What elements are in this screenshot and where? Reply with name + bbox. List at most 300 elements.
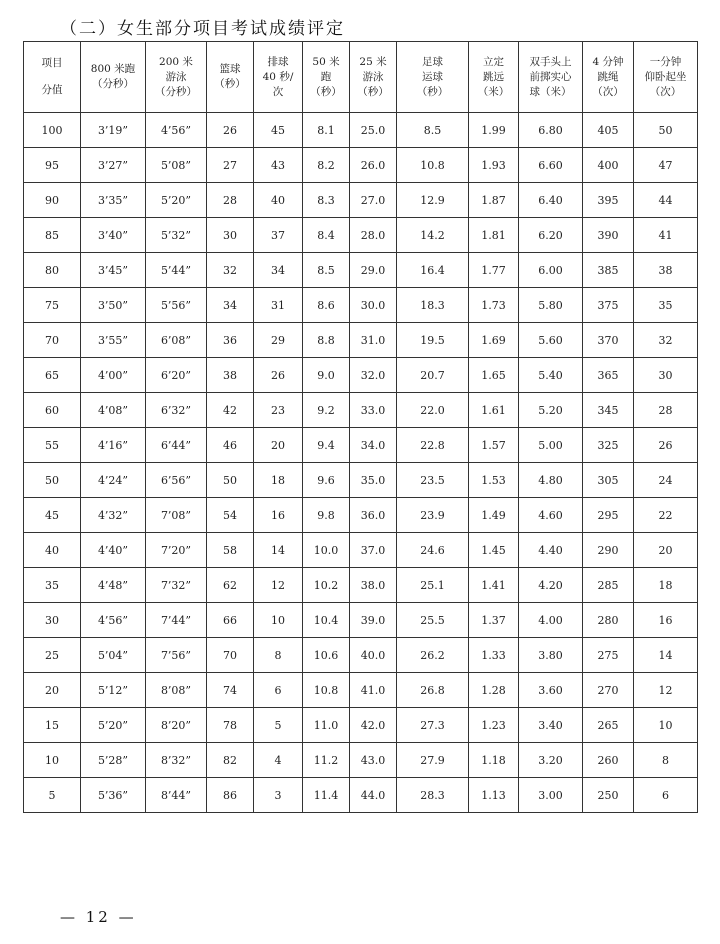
table-cell: 74: [207, 673, 254, 708]
table-cell: 5’12”: [81, 673, 146, 708]
table-cell: 1.41: [469, 568, 519, 603]
table-cell: 86: [207, 778, 254, 813]
table-cell: 30: [207, 218, 254, 253]
table-cell: 7’32”: [146, 568, 207, 603]
table-cell: 23: [254, 393, 303, 428]
table-cell: 38: [634, 253, 698, 288]
table-cell: 1.53: [469, 463, 519, 498]
table-cell: 65: [24, 358, 81, 393]
table-cell: 16: [634, 603, 698, 638]
table-cell: 265: [583, 708, 634, 743]
table-cell: 3’27”: [81, 148, 146, 183]
table-cell: 22: [634, 498, 698, 533]
table-cell: 47: [634, 148, 698, 183]
table-cell: 9.2: [303, 393, 350, 428]
table-cell: 10.8: [303, 673, 350, 708]
column-header: [469, 42, 519, 113]
table-cell: 1.57: [469, 428, 519, 463]
table-cell: 34: [207, 288, 254, 323]
table-cell: 43: [254, 148, 303, 183]
table-cell: 24: [634, 463, 698, 498]
table-cell: 5: [254, 708, 303, 743]
table-cell: 28.3: [397, 778, 469, 813]
table-row: [24, 218, 698, 253]
table-cell: 8’20”: [146, 708, 207, 743]
table-cell: 25.0: [350, 113, 397, 148]
table-cell: 35.0: [350, 463, 397, 498]
table-cell: 95: [24, 148, 81, 183]
table-cell: 370: [583, 323, 634, 358]
table-cell: 32: [207, 253, 254, 288]
table-cell: 34: [254, 253, 303, 288]
table-cell: 10.0: [303, 533, 350, 568]
table-cell: 24.6: [397, 533, 469, 568]
table-cell: 260: [583, 743, 634, 778]
column-header-line: 跑: [320, 70, 332, 83]
table-cell: 5’20”: [81, 708, 146, 743]
table-cell: 34.0: [350, 428, 397, 463]
table-cell: 1.49: [469, 498, 519, 533]
table-cell: 30.0: [350, 288, 397, 323]
column-header-line: 仰卧起坐: [644, 70, 687, 83]
table-cell: 38.0: [350, 568, 397, 603]
table-cell: 25: [24, 638, 81, 673]
table-cell: 4.00: [519, 603, 583, 638]
table-cell: 41: [634, 218, 698, 253]
table-cell: 1.93: [469, 148, 519, 183]
table-cell: 30: [634, 358, 698, 393]
table-cell: 250: [583, 778, 634, 813]
table-cell: 31: [254, 288, 303, 323]
table-cell: 70: [24, 323, 81, 358]
table-cell: 26: [254, 358, 303, 393]
table-cell: 5’56”: [146, 288, 207, 323]
table-cell: 4’24”: [81, 463, 146, 498]
table-cell: 3.40: [519, 708, 583, 743]
table-row: [24, 498, 698, 533]
column-header-line: （次）: [592, 85, 624, 98]
table-cell: 5’04”: [81, 638, 146, 673]
column-header-line: （分秒）: [155, 85, 197, 98]
table-cell: 7’20”: [146, 533, 207, 568]
table-cell: 30: [24, 603, 81, 638]
table-cell: 1.69: [469, 323, 519, 358]
table-cell: 16: [254, 498, 303, 533]
table-cell: 40: [24, 533, 81, 568]
table-cell: 5: [24, 778, 81, 813]
column-header: [146, 42, 207, 113]
table-cell: 15: [24, 708, 81, 743]
table-cell: 26: [634, 428, 698, 463]
column-header-line: 前掷实心: [529, 70, 572, 83]
table-cell: 5.40: [519, 358, 583, 393]
column-header-line: 立定: [483, 55, 504, 68]
table-cell: 4.60: [519, 498, 583, 533]
table-cell: 4’56”: [146, 113, 207, 148]
table-cell: 26.8: [397, 673, 469, 708]
table-cell: 8: [634, 743, 698, 778]
table-cell: 66: [207, 603, 254, 638]
table-cell: 44.0: [350, 778, 397, 813]
table-cell: 6’20”: [146, 358, 207, 393]
table-cell: 14: [634, 638, 698, 673]
column-header-line: 游泳: [362, 70, 384, 83]
column-header-line: （秒）: [416, 85, 449, 98]
table-cell: 1.37: [469, 603, 519, 638]
table-cell: 42.0: [350, 708, 397, 743]
table-cell: 375: [583, 288, 634, 323]
table-cell: 3: [254, 778, 303, 813]
table-cell: 5.60: [519, 323, 583, 358]
table-cell: 270: [583, 673, 634, 708]
table-cell: 285: [583, 568, 634, 603]
table-cell: 23.9: [397, 498, 469, 533]
table-row: [24, 183, 698, 218]
table-cell: 45: [254, 113, 303, 148]
table-cell: 18: [634, 568, 698, 603]
table-cell: 7’56”: [146, 638, 207, 673]
table-cell: 38: [207, 358, 254, 393]
table-cell: 4.40: [519, 533, 583, 568]
table-cell: 22.0: [397, 393, 469, 428]
table-cell: 19.5: [397, 323, 469, 358]
table-cell: 5.00: [519, 428, 583, 463]
table-cell: 18.3: [397, 288, 469, 323]
table-cell: 37: [254, 218, 303, 253]
table-cell: 50: [207, 463, 254, 498]
table-cell: 365: [583, 358, 634, 393]
column-header-line: 游泳: [165, 70, 187, 83]
table-cell: 10.6: [303, 638, 350, 673]
table-cell: 3.20: [519, 743, 583, 778]
table-cell: 26: [207, 113, 254, 148]
table-cell: 35: [24, 568, 81, 603]
table-cell: 1.65: [469, 358, 519, 393]
column-header: [519, 42, 583, 113]
table-cell: 16.4: [397, 253, 469, 288]
table-cell: 10: [634, 708, 698, 743]
table-cell: 6: [254, 673, 303, 708]
table-cell: 6’44”: [146, 428, 207, 463]
table-cell: 85: [24, 218, 81, 253]
table-cell: 3’19”: [81, 113, 146, 148]
table-cell: 3’35”: [81, 183, 146, 218]
table-cell: 10: [254, 603, 303, 638]
table-cell: 400: [583, 148, 634, 183]
table-cell: 37.0: [350, 533, 397, 568]
table-cell: 26.0: [350, 148, 397, 183]
column-header-line: （次）: [649, 85, 682, 98]
table-cell: 4’16”: [81, 428, 146, 463]
table-cell: 40: [254, 183, 303, 218]
table-cell: 1.23: [469, 708, 519, 743]
table-cell: 26.2: [397, 638, 469, 673]
table-row: [24, 253, 698, 288]
table-cell: 9.0: [303, 358, 350, 393]
table-cell: 345: [583, 393, 634, 428]
table-cell: 90: [24, 183, 81, 218]
table-cell: 33.0: [350, 393, 397, 428]
table-row: [24, 603, 698, 638]
table-cell: 5.20: [519, 393, 583, 428]
table-cell: 305: [583, 463, 634, 498]
table-cell: 5’28”: [81, 743, 146, 778]
table-cell: 1.45: [469, 533, 519, 568]
table-cell: 5’32”: [146, 218, 207, 253]
table-row: [24, 148, 698, 183]
table-cell: 28.0: [350, 218, 397, 253]
column-header: [583, 42, 634, 113]
column-header-line: 800 米跑: [90, 63, 136, 75]
column-header: [634, 42, 698, 113]
column-header-line: 排球: [267, 55, 289, 68]
table-cell: 60: [24, 393, 81, 428]
table-cell: 43.0: [350, 743, 397, 778]
table-cell: 5’08”: [146, 148, 207, 183]
column-header: [81, 42, 146, 113]
table-cell: 10.8: [397, 148, 469, 183]
table-cell: 8.8: [303, 323, 350, 358]
table-cell: 3’50”: [81, 288, 146, 323]
table-cell: 1.73: [469, 288, 519, 323]
table-cell: 390: [583, 218, 634, 253]
table-cell: 8.2: [303, 148, 350, 183]
table-cell: 50: [634, 113, 698, 148]
page-number: — 12 —: [60, 908, 137, 926]
table-cell: 70: [207, 638, 254, 673]
table-cell: 385: [583, 253, 634, 288]
column-header-line: 跳远: [483, 70, 504, 83]
table-cell: 6’32”: [146, 393, 207, 428]
column-header-line: （秒）: [357, 85, 389, 98]
table-cell: 4’48”: [81, 568, 146, 603]
table-cell: 46: [207, 428, 254, 463]
column-header-line: 一分钟: [649, 55, 682, 68]
column-header: [303, 42, 350, 113]
table-cell: 1.99: [469, 113, 519, 148]
page-title: （二）女生部分项目考试成绩评定: [60, 19, 345, 39]
table-cell: 28: [634, 393, 698, 428]
table-cell: 4’00”: [81, 358, 146, 393]
column-header: [350, 42, 397, 113]
table-cell: 1.61: [469, 393, 519, 428]
table-cell: 78: [207, 708, 254, 743]
table-cell: 6’08”: [146, 323, 207, 358]
table-cell: 41.0: [350, 673, 397, 708]
table-cell: 35: [634, 288, 698, 323]
table-cell: 10.2: [303, 568, 350, 603]
table-cell: 20: [24, 673, 81, 708]
table-cell: 8’08”: [146, 673, 207, 708]
table-cell: 6’56”: [146, 463, 207, 498]
table-cell: 27: [207, 148, 254, 183]
column-header: [24, 42, 81, 113]
table-cell: 32: [634, 323, 698, 358]
table-cell: 5’36”: [81, 778, 146, 813]
table-cell: 36: [207, 323, 254, 358]
column-header-line: 25 米: [359, 55, 387, 68]
table-cell: 10: [24, 743, 81, 778]
table-cell: 1.18: [469, 743, 519, 778]
table-cell: 23.5: [397, 463, 469, 498]
column-header-line: 双手头上: [529, 55, 572, 68]
table-cell: 8: [254, 638, 303, 673]
column-header-line: （秒）: [310, 85, 342, 98]
table-cell: 10.4: [303, 603, 350, 638]
table-cell: 7’44”: [146, 603, 207, 638]
table-cell: 12: [254, 568, 303, 603]
table-cell: 12.9: [397, 183, 469, 218]
table-cell: 8.6: [303, 288, 350, 323]
table-cell: 5.80: [519, 288, 583, 323]
table-row: [24, 288, 698, 323]
table-cell: 290: [583, 533, 634, 568]
table-cell: 3’55”: [81, 323, 146, 358]
table-cell: 20.7: [397, 358, 469, 393]
column-header-line: 运球: [422, 70, 443, 83]
column-header-line: 足球: [422, 55, 443, 68]
table-row: [24, 358, 698, 393]
table-cell: 1.81: [469, 218, 519, 253]
table-row: [24, 673, 698, 708]
column-header-line: 4 分钟: [592, 55, 624, 68]
column-header-line: （米）: [477, 85, 510, 98]
table-cell: 29.0: [350, 253, 397, 288]
column-header-line: 跳绳: [597, 70, 619, 83]
table-row: [24, 568, 698, 603]
table-cell: 50: [24, 463, 81, 498]
table-cell: 4’56”: [81, 603, 146, 638]
table-cell: 6: [634, 778, 698, 813]
table-cell: 27.9: [397, 743, 469, 778]
table-row: [24, 708, 698, 743]
table-cell: 6.80: [519, 113, 583, 148]
table-row: [24, 778, 698, 813]
table-cell: 42: [207, 393, 254, 428]
table-cell: 28: [207, 183, 254, 218]
table-cell: 32.0: [350, 358, 397, 393]
table-cell: 62: [207, 568, 254, 603]
table-cell: 395: [583, 183, 634, 218]
table-cell: 27.3: [397, 708, 469, 743]
table-cell: 8.5: [303, 253, 350, 288]
table-cell: 4’08”: [81, 393, 146, 428]
table-cell: 20: [254, 428, 303, 463]
table-cell: 31.0: [350, 323, 397, 358]
column-header-line: 分值: [41, 84, 63, 96]
column-header-line: 球（米）: [529, 85, 572, 98]
table-cell: 58: [207, 533, 254, 568]
table-cell: 20: [634, 533, 698, 568]
table-cell: 275: [583, 638, 634, 673]
table-cell: 7’08”: [146, 498, 207, 533]
table-cell: 18: [254, 463, 303, 498]
column-header: [207, 42, 254, 113]
table-cell: 25.1: [397, 568, 469, 603]
table-cell: 4.20: [519, 568, 583, 603]
table-cell: 1.13: [469, 778, 519, 813]
table-row: [24, 638, 698, 673]
table-cell: 14.2: [397, 218, 469, 253]
table-cell: 3’40”: [81, 218, 146, 253]
column-header-line: （分秒）: [92, 78, 134, 90]
table-cell: 39.0: [350, 603, 397, 638]
table-cell: 75: [24, 288, 81, 323]
column-header: [254, 42, 303, 113]
table-cell: 100: [24, 113, 81, 148]
table-row: [24, 323, 698, 358]
table-cell: 22.8: [397, 428, 469, 463]
table-cell: 55: [24, 428, 81, 463]
table-cell: 54: [207, 498, 254, 533]
table-cell: 4.80: [519, 463, 583, 498]
table-cell: 11.0: [303, 708, 350, 743]
table-cell: 6.20: [519, 218, 583, 253]
table-cell: 9.4: [303, 428, 350, 463]
table-cell: 40.0: [350, 638, 397, 673]
table-cell: 11.4: [303, 778, 350, 813]
table-header-row: [24, 42, 698, 113]
column-header-line: 50 米: [312, 55, 340, 68]
table-cell: 29: [254, 323, 303, 358]
table-cell: 280: [583, 603, 634, 638]
score-table: [23, 41, 698, 813]
table-cell: 1.87: [469, 183, 519, 218]
table-cell: 4’40”: [81, 533, 146, 568]
table-cell: 5’20”: [146, 183, 207, 218]
table-cell: 3.60: [519, 673, 583, 708]
table-cell: 9.8: [303, 498, 350, 533]
table-cell: 8.1: [303, 113, 350, 148]
table-cell: 3.00: [519, 778, 583, 813]
table-cell: 295: [583, 498, 634, 533]
table-cell: 3’45”: [81, 253, 146, 288]
table-cell: 12: [634, 673, 698, 708]
table-cell: 36.0: [350, 498, 397, 533]
table-cell: 3.80: [519, 638, 583, 673]
table-cell: 8’32”: [146, 743, 207, 778]
table-cell: 405: [583, 113, 634, 148]
table-cell: 4’32”: [81, 498, 146, 533]
column-header: [397, 42, 469, 113]
column-header-line: 篮球: [219, 63, 241, 75]
table-cell: 1.77: [469, 253, 519, 288]
table-cell: 6.00: [519, 253, 583, 288]
table-cell: 1.28: [469, 673, 519, 708]
table-row: [24, 463, 698, 498]
column-header-line: 次: [272, 85, 284, 98]
table-cell: 80: [24, 253, 81, 288]
table-row: [24, 428, 698, 463]
column-header-line: 200 米: [159, 55, 193, 68]
table-cell: 44: [634, 183, 698, 218]
table-cell: 45: [24, 498, 81, 533]
column-header-line: （秒）: [214, 78, 246, 90]
table-cell: 5’44”: [146, 253, 207, 288]
table-row: [24, 393, 698, 428]
column-header-line: 项目: [41, 57, 63, 69]
table-row: [24, 533, 698, 568]
table-body: [24, 113, 698, 813]
table-cell: 27.0: [350, 183, 397, 218]
table-cell: 25.5: [397, 603, 469, 638]
column-header-line: 40 秒/: [262, 70, 294, 83]
table-cell: 4: [254, 743, 303, 778]
table-cell: 14: [254, 533, 303, 568]
table-cell: 6.40: [519, 183, 583, 218]
table-cell: 325: [583, 428, 634, 463]
table-row: [24, 743, 698, 778]
